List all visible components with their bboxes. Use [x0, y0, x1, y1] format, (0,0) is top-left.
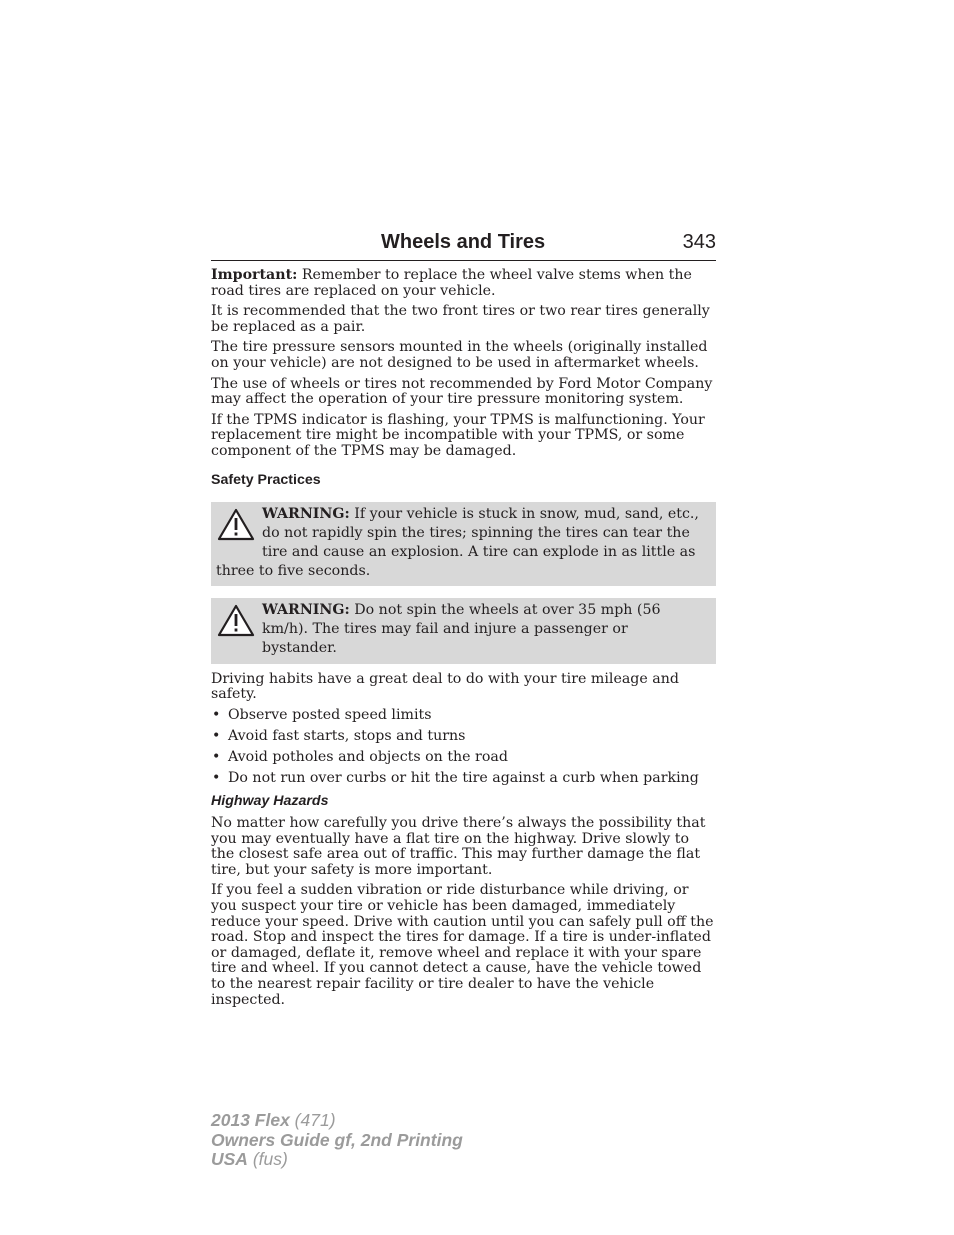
page-body [211, 268, 716, 1013]
list-item [211, 708, 716, 724]
safety-bullet-list [211, 708, 716, 787]
list-item-text: Do not run over curbs or hit the tire against a curb when parking [228, 769, 699, 786]
paragraph-ford-wheels: The use of wheels or tires not recommended by Ford Motor Company may affect the operation of your tire pressure monitoring system. [211, 375, 713, 408]
important-paragraph [211, 268, 716, 299]
bullet-glyph: • [212, 748, 221, 765]
paragraph-driving-habits: Driving habits have a great deal to do with your tire mileage and safety. [211, 670, 679, 703]
bullet-glyph: • [212, 769, 221, 786]
warning-box [211, 598, 716, 663]
important-text: Remember to replace the wheel valve stems when the road tires are replaced on your vehicle. [211, 267, 692, 299]
section-heading-highway-hazards: Highway Hazards [211, 793, 329, 810]
footer-market-code: (fus) [247, 1149, 288, 1169]
list-item-text: Avoid potholes and objects on the road [228, 748, 508, 765]
bullet-glyph: • [212, 706, 221, 723]
footer-model-line [211, 1111, 463, 1131]
list-item-text: Observe posted speed limits [228, 706, 432, 723]
bullet-glyph: • [212, 727, 221, 744]
paragraph-sensors: The tire pressure sensors mounted in the wheels (originally installed on your vehicle) are not designed to be used in aftermarket wheels. [211, 339, 708, 371]
warning-box [211, 502, 716, 586]
footer-model: 2013 Flex [211, 1110, 290, 1130]
warning-text: Do not spin the wheels at over 35 mph (56 km/h). The tires may fail and injure a passenger or bystander. [262, 602, 661, 656]
footer-model-code: (471) [289, 1110, 336, 1130]
footer-market-line [211, 1150, 463, 1170]
paragraph-tpms-flashing: If the TPMS indicator is flashing, your TPMS is malfunctioning. Your replacement tire might be incompatible with your TPMS, or some component of the TPMS may be damaged. [211, 411, 705, 459]
warning-text: If your vehicle is stuck in snow, mud, sand, etc., do not rapidly spin the tires; spinning the tires can tear the tire and cause an explosion. A tire can explode in as little as three to five seconds. [216, 506, 699, 579]
list-item [211, 729, 716, 745]
page-number: 343 [682, 231, 716, 253]
footer-guide-line [211, 1131, 463, 1151]
warning-triangle-icon [216, 507, 256, 543]
paragraph-replace-pair: It is recommended that the two front tires or two rear tires generally be replaced as a pair. [211, 303, 710, 335]
warning-triangle-icon [216, 603, 256, 639]
list-item [211, 771, 716, 787]
list-item [211, 750, 716, 766]
warning-label: WARNING: [262, 506, 350, 523]
paragraph-vibration: If you feel a sudden vibration or ride disturbance while driving, or you suspect your tire or vehicle has been damaged, immediately reduce your speed. Drive with caution until you can safely pull off the road. Stop and inspect the tires for damage. If a tire is under-inflated or damaged, deflate it, remove wheel and replace it with your spare tire and wheel. If you cannot detect a cause, have the vehicle towed to the nearest repair facility or tire dealer to have the vehicle inspected. [211, 882, 714, 1008]
chapter-title: Wheels and Tires [381, 231, 546, 253]
page-footer [211, 1111, 463, 1170]
footer-market: USA [211, 1149, 248, 1169]
footer-guide: Owners Guide gf, 2nd Printing [211, 1129, 463, 1150]
warning-label: WARNING: [262, 602, 350, 619]
paragraph-flat-tire: No matter how carefully you drive there’s always the possibility that you may eventually have a flat tire on the highway. Drive slowly to the closest safe area out of traffic. This may further damage the flat tire, but your safety is more important. [211, 815, 706, 878]
important-label: Important: [211, 267, 298, 283]
section-heading-safety-practices: Safety Practices [211, 471, 321, 488]
page-header [211, 228, 716, 261]
list-item-text: Avoid fast starts, stops and turns [228, 727, 466, 744]
